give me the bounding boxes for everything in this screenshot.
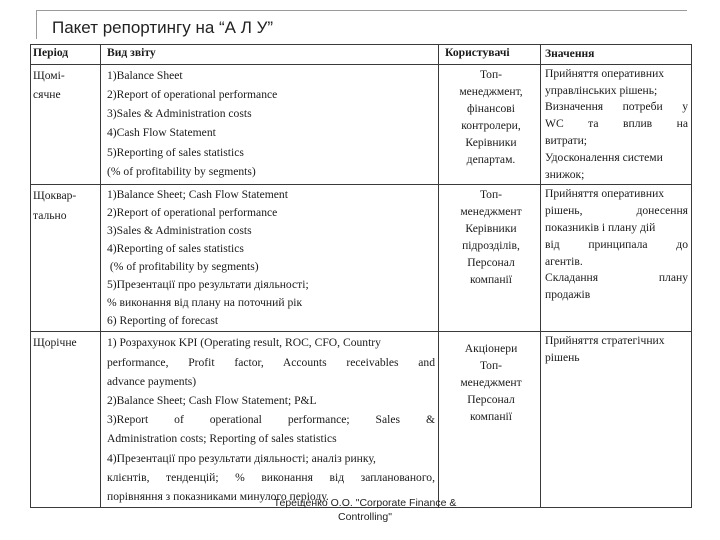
period-cell [31,185,101,332]
users-cell [439,185,541,332]
report-cell [101,332,439,508]
users-line: компанії [470,410,512,424]
meaning-cell [541,332,692,508]
users-line: контролери, [461,118,521,132]
header-meaning: Значення [541,45,692,65]
reporting-table [30,44,692,508]
report-line: (% of profitability by segments) [107,164,256,178]
report-line: 3)Sales & Administration costs [107,107,252,121]
meaning-line: витрати; [545,133,588,147]
users-cell [439,332,541,508]
meaning-line: Прийняття стратегічних [545,334,665,348]
report-line: 5)Reporting of sales statistics [107,145,244,159]
users-line: Керівники [465,222,517,236]
table-row-quarterly [31,185,692,332]
report-line: 2)Balance Sheet; Cash Flow Statement; P&L [107,393,317,407]
users-line: Топ- [479,67,503,81]
report-line: 1)Balance Sheet [107,68,183,82]
period-line: Щоквар- [33,189,77,203]
period-line: Щомі- [33,68,65,82]
header-period: Період [31,45,101,65]
users-line: департам. [466,152,516,166]
users-line: Керівники [465,135,517,149]
report-line: 3)Sales & Administration costs [107,224,252,238]
meaning-line: Визначення потреби у [545,100,688,114]
report-line: порівняння з показниками минулого періоду. [107,490,329,503]
report-line: 2)Report of operational performance [107,206,278,220]
meaning-line: від принципала до [545,237,688,251]
users-line: менеджмент [460,376,522,390]
meaning-line: рішень, донесення [545,204,688,218]
page-title: Пакет репортингу на “А Л У” [52,18,274,37]
users-line: підрозділів, [462,239,520,253]
report-line: 6) Reporting of forecast [107,314,219,328]
meaning-line: агентів. [545,254,583,268]
report-cell [101,185,439,332]
users-line: Персонал [467,256,515,270]
report-line: 5)Презентації про результати діяльності; [107,278,309,292]
report-line: 4)Cash Flow Statement [107,126,216,140]
meaning-line: Прийняття оперативних [545,187,665,201]
meaning-cell [541,185,692,332]
period-cell [31,332,101,508]
footer-credit [240,496,490,524]
report-line: 1)Balance Sheet; Cash Flow Statement [107,188,288,202]
report-line: 2)Report of operational performance [107,88,278,101]
users-line: Акціонери [464,342,518,356]
table-row-annual [31,332,692,508]
table-header-row [31,45,692,65]
meaning-line: Удосконалення системи [545,150,663,164]
period-line: сячне [33,88,61,101]
meaning-line: показників і плану дій [545,220,656,234]
report-line: (% of profitability by segments) [107,260,259,274]
period-cell [31,64,101,185]
footer-line: Терещенко О.О. "Corporate Finance & [273,497,457,509]
users-line: Топ- [479,188,503,202]
report-line: Administration costs; Reporting of sales statistics [107,432,337,446]
header-users: Користувачі [439,45,541,65]
meaning-line: WC та вплив на [545,117,688,131]
report-line: advance payments) [107,374,197,388]
meaning-line: рішень [545,351,580,365]
period-line: Щорічне [33,336,77,350]
meaning-line: управлінських рішень; [545,83,658,97]
meaning-cell [541,64,692,185]
table-row-monthly [31,64,692,185]
header-report-type: Вид звіту [101,45,439,65]
report-line: 1) Розрахунок KPI (Operating result, ROC, CFO, Country [107,336,381,350]
users-line: компанії [470,273,512,287]
users-cell [439,64,541,185]
report-line: % виконання від плану на поточний рік [107,296,303,310]
meaning-line: Прийняття оперативних [545,66,665,80]
report-line: 4)Reporting of sales statistics [107,242,244,256]
users-line: менеджмент, [459,84,523,98]
meaning-line: продажів [545,288,591,302]
meaning-line: Складання плану [545,271,688,285]
footer-line: Controlling" [338,511,392,523]
report-line: клієнтів, тенденцій; % виконання від запланованого, [107,470,435,484]
meaning-line: знижок; [545,167,585,181]
period-line: тально [33,208,67,222]
report-line: 4)Презентації про результати діяльності; аналіз ринку, [107,451,376,465]
report-line: performance, Profit factor, Accounts receivables and [107,355,435,369]
users-line: фінансові [467,101,515,115]
users-line: Персонал [467,393,515,407]
report-line: 3)Report of operational performance; Sales & [107,413,435,427]
report-cell [101,64,439,185]
users-line: Топ- [479,359,503,373]
users-line: менеджмент [460,205,522,219]
